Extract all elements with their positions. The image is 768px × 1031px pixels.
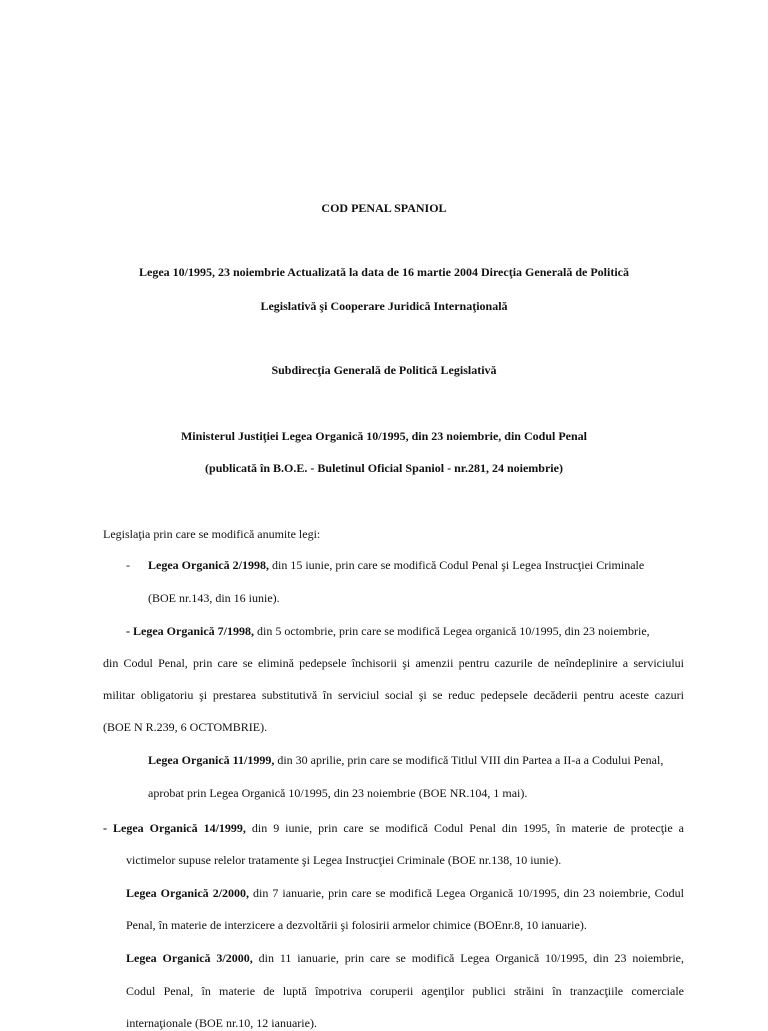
amendment-text: din 15 iunie, prin care se modifică Codul Penal şi Legea Instrucţiei Criminale <box>268 558 645 572</box>
law-reference: Legea Organică 7/1998, <box>133 624 254 638</box>
law-reference: Legea Organică 2/1998, <box>148 558 269 572</box>
intro-paragraph: Legislaţia prin care se modifică anumite legi: <box>103 527 321 541</box>
amendment-1-line-2: (BOE nr.143, din 16 iunie). <box>148 591 280 605</box>
amendment-3-line-2: aprobat prin Legea Organică 10/1995, din 23 noiembrie (BOE NR.104, 1 mai). <box>148 786 528 800</box>
subdirectorate-heading: Subdirecţia Generală de Politică Legislativă <box>271 363 497 377</box>
amendment-5-line-2: Penal, în materie de interzicere a dezvoltării şi folosirii armelor chimice (BOEnr.8, 10 ianuarie). <box>126 918 587 932</box>
header-line-2: Legislativă şi Cooperare Juridică Internaţională <box>260 299 508 313</box>
amendment-2-line-3: militar obligatoriu şi prestarea substitutivă în serviciul social şi se reduc pedepsele decăderii pentru aceste cazuri <box>103 688 684 702</box>
list-dash: - <box>103 821 107 835</box>
amendment-4-line-2: victimelor supuse relelor tratamente şi Legea Instrucţiei Criminale (BOE nr.138, 10 iunie). <box>126 853 562 867</box>
law-reference: Legea Organică 14/1999, <box>112 821 246 835</box>
amendment-6-line-2: Codul Penal, în materie de luptă împotriva coruperii agenţilor publici străini în tranzacţiile comerciale <box>126 984 684 998</box>
amendment-3-line-1 <box>148 752 663 768</box>
ministry-heading: Ministerul Justiţiei Legea Organică 10/1995, din 23 noiembrie, din Codul Penal <box>180 429 587 443</box>
amendment-text: din 5 octombrie, prin care se modifică Legea organică 10/1995, din 23 noiembrie, <box>253 624 650 638</box>
document-title: COD PENAL SPANIOL <box>321 201 447 215</box>
amendment-4-line-1 <box>103 820 684 836</box>
amendment-2-line-2: din Codul Penal, prin care se elimină pedepsele închisorii şi amenzii pentru cazurile de neîndeplinire a serviciului <box>103 656 684 670</box>
list-dash: - <box>126 558 130 572</box>
amendment-text: din 30 aprilie, prin care se modifică Titlul VIII din Partea a II-a a Codului Penal, <box>274 753 664 767</box>
law-reference: Legea Organică 2/2000, <box>126 886 250 900</box>
amendment-text: din 9 iunie, prin care se modifică Codul Penal din 1995, în materie de protecţie a <box>245 821 685 835</box>
header-line-1: Legea 10/1995, 23 noiembrie Actualizată la data de 16 martie 2004 Direcţia Generală de Politică <box>138 265 630 279</box>
publication-heading: (publicată în B.O.E. - Buletinul Oficial Spaniol - nr.281, 24 noiembrie) <box>205 461 563 475</box>
amendment-6-line-3: internaţionale (BOE nr.10, 12 ianuarie). <box>126 1016 317 1030</box>
amendment-6-line-1 <box>126 950 684 966</box>
amendment-2-line-1 <box>126 623 650 639</box>
list-dash: - <box>126 624 130 638</box>
amendment-1-line-1 <box>148 557 644 573</box>
amendment-text: din 11 ianuarie, prin care se modifică Legea Organică 10/1995, din 23 noiembrie, <box>252 951 685 965</box>
law-reference: Legea Organică 3/2000, <box>126 951 253 965</box>
amendment-2-line-4: (BOE N R.239, 6 OCTOMBRIE). <box>103 720 268 734</box>
amendment-5-line-1 <box>126 885 684 901</box>
amendment-text: din 7 ianuarie, prin care se modifică Legea Organică 10/1995, din 23 noiembrie, Codul <box>249 886 684 900</box>
law-reference: Legea Organică 11/1999, <box>148 753 275 767</box>
